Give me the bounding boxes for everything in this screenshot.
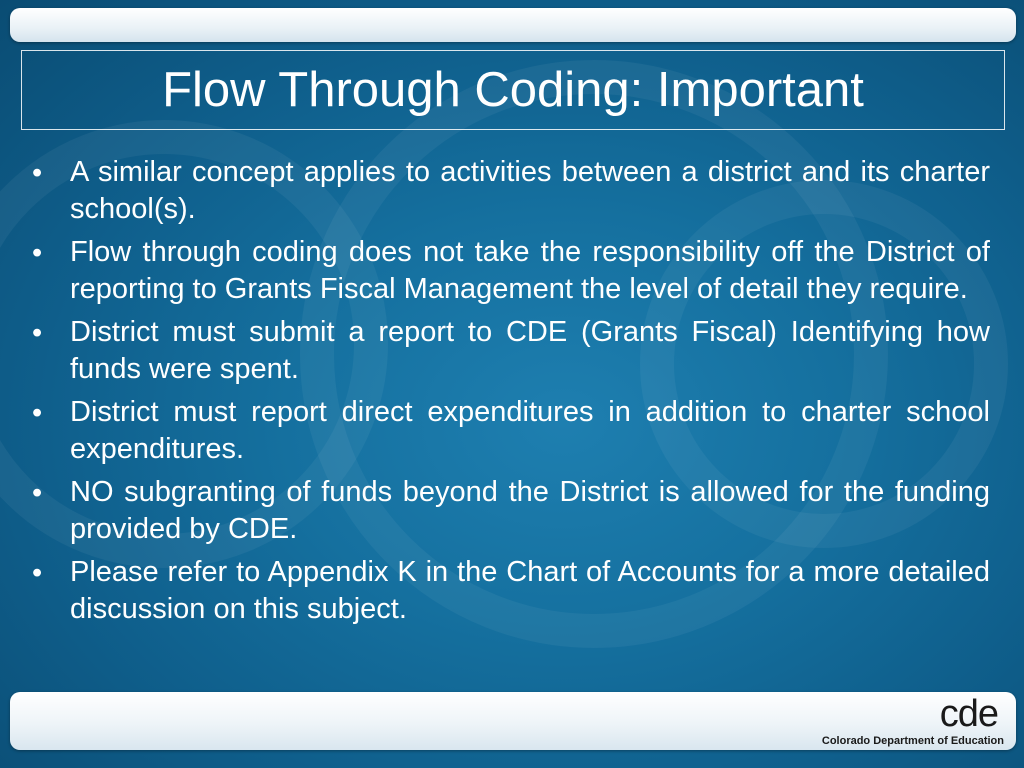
top-banner xyxy=(10,8,1016,42)
bullet-item xyxy=(28,314,990,388)
cde-logo-caption: Colorado Department of Education xyxy=(821,735,1004,747)
slide-title: Flow Through Coding: Important xyxy=(162,63,864,117)
bullet-icon: • xyxy=(32,477,43,509)
cde-logo xyxy=(784,693,1004,748)
bullet-item xyxy=(28,154,990,228)
bullet-text: District must submit a report to CDE (Grants Fiscal) Identifying how funds were spent. xyxy=(70,316,990,385)
title-frame xyxy=(21,50,1005,130)
bullet-icon: • xyxy=(32,157,43,189)
bullet-text: District must report direct expenditures in addition to charter school expenditures. xyxy=(70,396,990,465)
bullet-icon: • xyxy=(32,237,43,269)
bullet-list xyxy=(28,154,990,634)
bullet-icon: • xyxy=(32,397,43,429)
bullet-item xyxy=(28,234,990,308)
cde-logo-mark: cde xyxy=(939,693,998,735)
bullet-icon: • xyxy=(32,557,43,589)
bullet-text: NO subgranting of funds beyond the District is allowed for the funding provided by CDE. xyxy=(70,476,990,545)
bullet-text: Please refer to Appendix K in the Chart of Accounts for a more detailed discussion on this subject. xyxy=(70,556,990,625)
bullet-text: A similar concept applies to activities between a district and its charter school(s). xyxy=(70,156,990,225)
bullet-item xyxy=(28,554,990,628)
bullet-text: Flow through coding does not take the responsibility off the District of reporting to Grants Fiscal Management the level of detail they require. xyxy=(70,236,990,305)
bullet-icon: • xyxy=(32,317,43,349)
bullet-item xyxy=(28,394,990,468)
bullet-item xyxy=(28,474,990,548)
